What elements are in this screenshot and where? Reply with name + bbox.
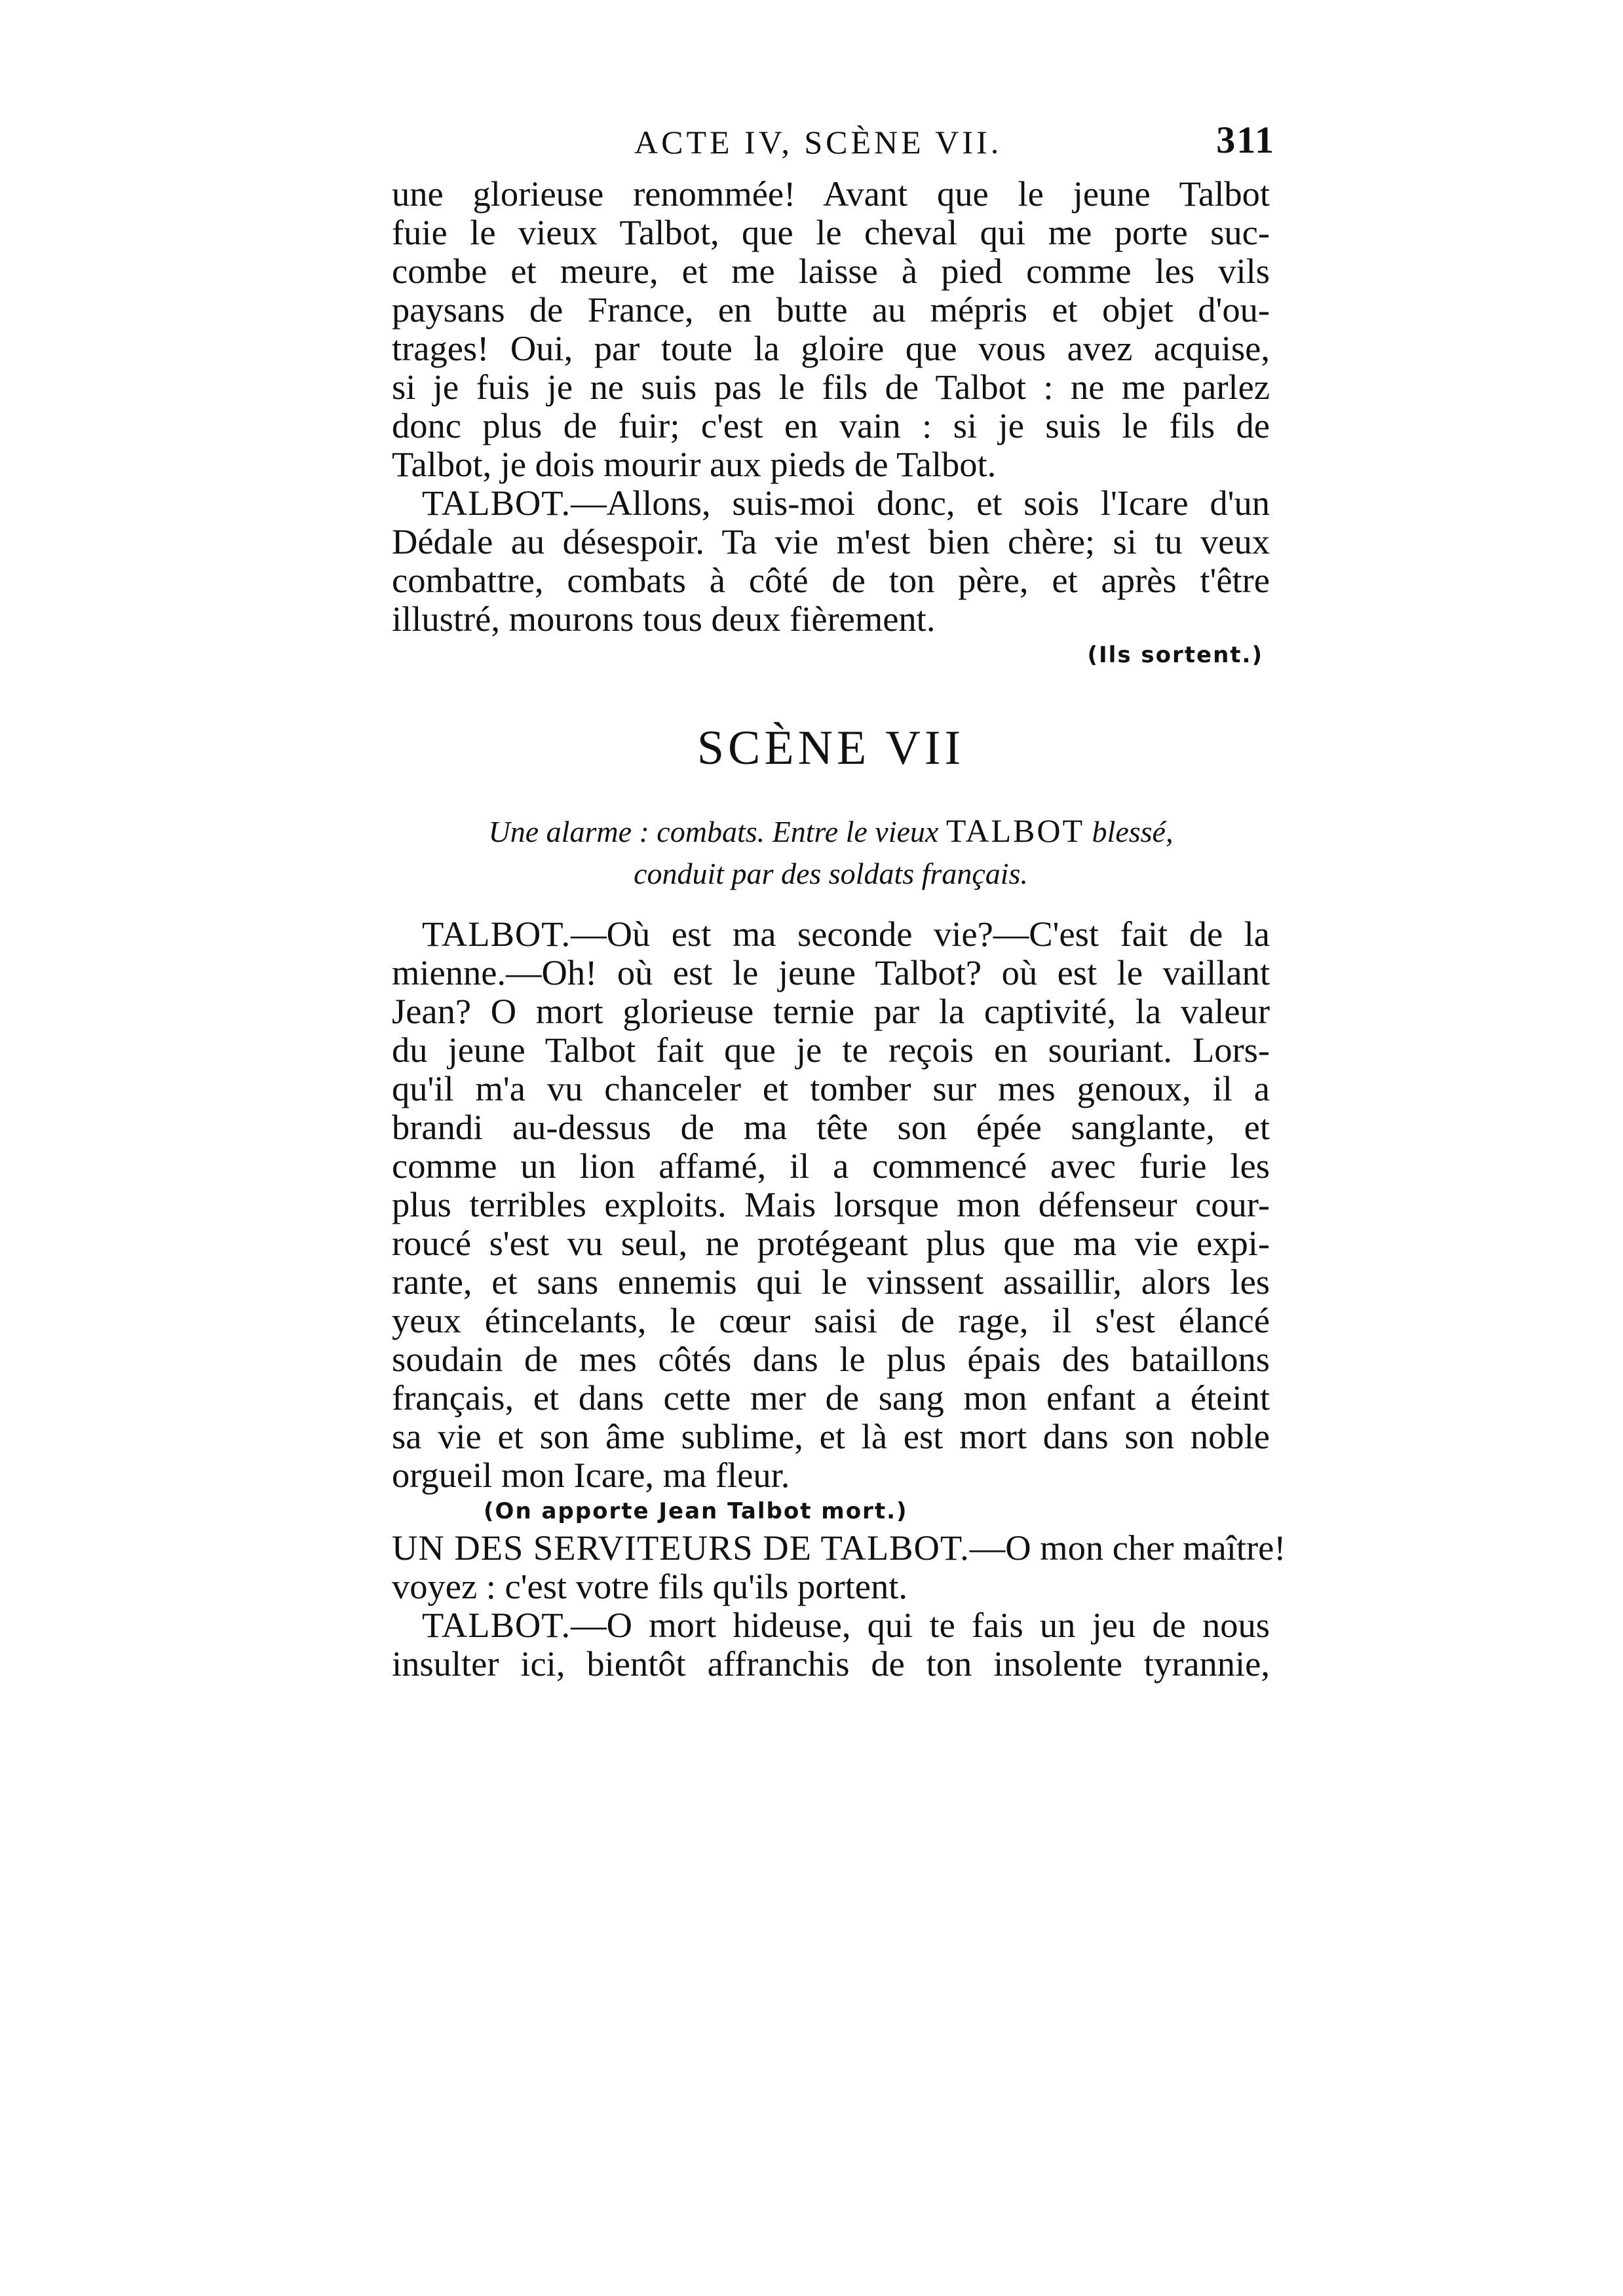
scene-direction-text: blessé,	[1092, 815, 1174, 848]
text-line: si je fuis je ne suis pas le fils de Talbot : ne me parlez	[392, 367, 1270, 407]
stage-direction: (Ils sortent.)	[1087, 642, 1263, 668]
speaker-name: TALBOT.	[422, 483, 571, 523]
speaker-name: TALBOT.	[422, 1605, 571, 1645]
text-line: mienne.—Oh! où est le jeune Talbot? où est le vaillant	[392, 952, 1270, 992]
running-header	[392, 111, 1275, 164]
speech-line	[392, 1528, 1286, 1568]
text-line: donc plus de fuir; c'est en vain : si je suis le fils de	[392, 405, 1270, 445]
text-block-bottom	[392, 914, 1286, 1684]
speech-text: —O mon cher maître!	[969, 1528, 1286, 1568]
text-line: combe et meure, et me laisse à pied comme les vils	[392, 251, 1270, 291]
text-line: trages! Oui, par toute la gloire que vous avez acquise,	[392, 328, 1270, 368]
text-block-top	[392, 174, 1270, 672]
text-line: illustré, mourons tous deux fièrement.	[392, 599, 936, 639]
text-line: yeux étincelants, le cœur saisi de rage, il s'est élancé	[392, 1300, 1270, 1340]
text-line: rante, et sans ennemis qui le vinssent assaillir, alors les	[392, 1262, 1270, 1302]
speech-text: —Allons, suis-moi donc, et sois l'Icare d'un	[571, 483, 1270, 523]
speech-text: —O mort hideuse, qui te fais un jeu de nous	[571, 1605, 1270, 1645]
scene-direction-line	[392, 810, 1270, 853]
stage-direction: (On apporte Jean Talbot mort.)	[484, 1498, 908, 1524]
text-line: insulter ici, bientôt affranchis de ton insolente tyrannie,	[392, 1644, 1270, 1684]
text-line: Jean? O mort glorieuse ternie par la captivité, la valeur	[392, 991, 1270, 1031]
text-line: du jeune Talbot fait que je te reçois en souriant. Lors-	[392, 1030, 1270, 1070]
text-line: plus terribles exploits. Mais lorsque mon défenseur cour-	[392, 1184, 1270, 1224]
text-line: soudain de mes côtés dans le plus épais des bataillons	[392, 1339, 1270, 1379]
scene-direction-text: Une alarme : combats. Entre le vieux	[488, 815, 939, 848]
text-line: paysans de France, en butte au mépris et objet d'ou-	[392, 290, 1270, 329]
text-line: orgueil mon Icare, ma fleur.	[392, 1455, 790, 1495]
text-line: brandi au-dessus de ma tête son épée sanglante, et	[392, 1107, 1270, 1147]
text-line: comme un lion affamé, il a commencé avec furie les	[392, 1146, 1270, 1186]
text-line: voyez : c'est votre fils qu'ils portent.	[392, 1566, 908, 1606]
speech-line	[392, 914, 1270, 953]
running-title: ACTE IV, SCÈNE VII.	[634, 124, 1002, 160]
text-line: Dédale au désespoir. Ta vie m'est bien chère; si tu veux	[392, 521, 1270, 561]
scene-heading: SCÈNE VII	[697, 721, 965, 775]
text-line: une glorieuse renommée! Avant que le jeune Talbot	[392, 174, 1270, 214]
scene-direction-line: conduit par des soldats français.	[634, 857, 1028, 890]
speaker-name: UN DES SERVITEURS DE TALBOT.	[392, 1528, 970, 1568]
text-line: qu'il m'a vu chanceler et tomber sur mes genoux, il a	[392, 1068, 1270, 1108]
text-line: sa vie et son âme sublime, et là est mort dans son noble	[392, 1416, 1270, 1456]
scene-direction	[392, 810, 1270, 895]
character-name: TALBOT	[945, 812, 1085, 849]
speech-line	[392, 1606, 1270, 1644]
text-line: fuie le vieux Talbot, que le cheval qui me porte suc-	[392, 212, 1270, 252]
speech-text: —Où est ma seconde vie?—C'est fait de la	[571, 914, 1270, 954]
page-number: 311	[1216, 119, 1275, 161]
speaker-name: TALBOT.	[422, 914, 571, 954]
speech-line	[392, 483, 1270, 522]
text-line: roucé s'est vu seul, ne protégeant plus que ma vie expi-	[392, 1223, 1270, 1263]
text-line: français, et dans cette mer de sang mon enfant a éteint	[392, 1378, 1270, 1418]
text-line: combattre, combats à côté de ton père, et après t'être	[392, 560, 1270, 600]
text-line: Talbot, je dois mourir aux pieds de Talbot.	[392, 444, 997, 484]
